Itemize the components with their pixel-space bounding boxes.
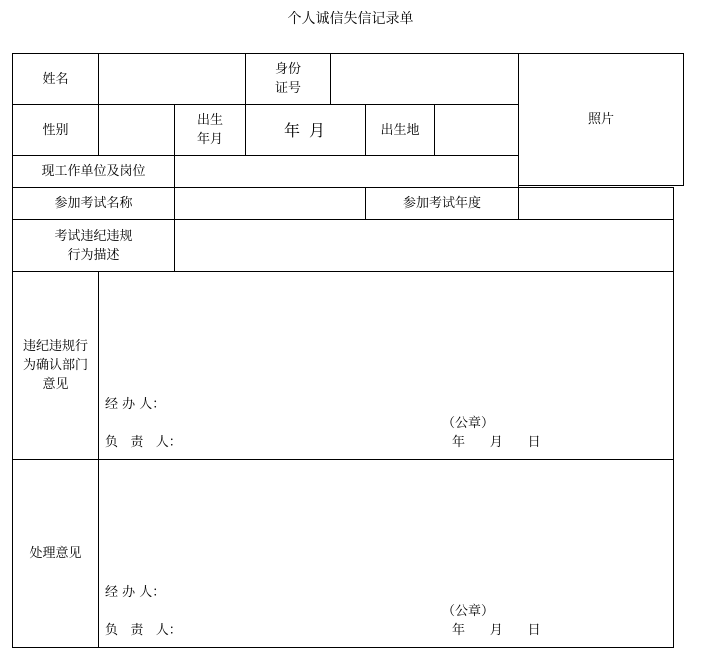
handler-label: 经 办 人： bbox=[105, 585, 166, 600]
exam-name-label: 参加考试名称 bbox=[54, 196, 133, 211]
grid-line bbox=[98, 53, 99, 155]
grid-line bbox=[518, 185, 684, 186]
birth-date-label: 出生 年月 bbox=[196, 113, 223, 147]
grid-line bbox=[330, 53, 331, 104]
grid-line bbox=[683, 53, 684, 186]
birthplace-label: 出生地 bbox=[380, 122, 420, 138]
date-label: 年 月 日 bbox=[452, 435, 541, 450]
grid-line bbox=[434, 104, 435, 155]
seal-label: （公章） bbox=[442, 416, 495, 431]
id-number-label: 身份 证号 bbox=[274, 62, 301, 96]
page-title: 个人诚信失信记录单 bbox=[287, 11, 414, 27]
grid-line bbox=[12, 459, 673, 460]
name-label: 姓名 bbox=[42, 71, 69, 87]
gender-label: 性别 bbox=[42, 122, 69, 138]
photo-label: 照片 bbox=[587, 112, 614, 127]
seal-label: （公章） bbox=[442, 604, 495, 619]
violation-desc-label: 考试违纪违规 行为描述 bbox=[54, 228, 133, 263]
exam-year-label: 参加考试年度 bbox=[402, 196, 481, 211]
grid-line bbox=[12, 647, 673, 648]
birth-date-value: 年 月 bbox=[283, 120, 328, 140]
responsible-label: 负 责 人： bbox=[105, 435, 182, 450]
handling-label: 处理意见 bbox=[29, 546, 82, 561]
responsible-label: 负 责 人： bbox=[105, 623, 182, 638]
grid-line bbox=[98, 271, 99, 648]
grid-line bbox=[12, 271, 673, 272]
handler-label: 经 办 人： bbox=[105, 397, 166, 412]
confirm-dept-label: 违纪违规行 为确认部门 意见 bbox=[22, 339, 88, 392]
date-label: 年 月 日 bbox=[452, 623, 541, 638]
work-unit-label: 现工作单位及岗位 bbox=[41, 164, 146, 179]
grid-line bbox=[673, 187, 674, 648]
